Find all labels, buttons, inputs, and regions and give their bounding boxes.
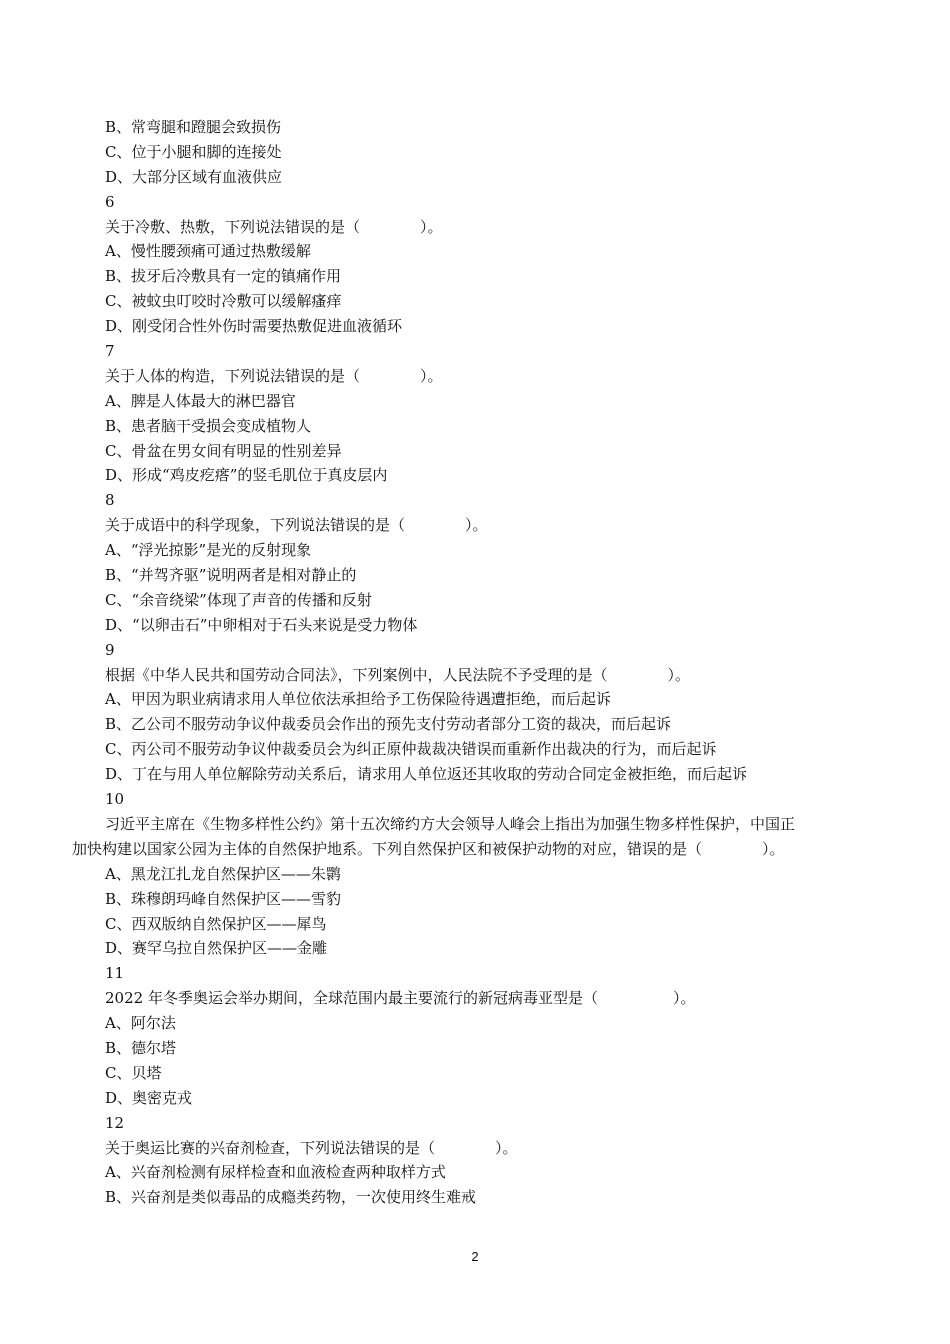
option-line: A、“浮光掠影”是光的反射现象 xyxy=(105,541,312,560)
question-number: 6 xyxy=(105,192,115,211)
option-line: A、脾是人体最大的淋巴器官 xyxy=(105,391,296,410)
option-line: D、大部分区域有血液供应 xyxy=(105,167,283,186)
option-line: D、赛罕乌拉自然保护区——金雕 xyxy=(105,939,328,958)
option-line: B、患者脑干受损会变成植物人 xyxy=(105,416,312,435)
question-stem: 关于冷敷、热敷，下列说法错误的是（ ）。 xyxy=(105,217,443,236)
option-line: D、形成“鸡皮疙瘩”的竖毛肌位于真皮层内 xyxy=(105,466,388,485)
question-stem: 习近平主席在《生物多样性公约》第十五次缔约方大会领导人峰会上指出为加强生物多样性保护，中国正 xyxy=(105,814,796,833)
question-stem: 关于奥运比赛的兴奋剂检查，下列说法错误的是（ ）。 xyxy=(105,1138,518,1157)
page-number: 2 xyxy=(471,1249,479,1264)
question-number: 12 xyxy=(105,1113,125,1132)
option-line: C、“余音绕梁”体现了声音的传播和反射 xyxy=(105,590,372,609)
option-line: B、乙公司不服劳动争议仲裁委员会作出的预先支付劳动者部分工资的裁决，而后起诉 xyxy=(105,715,672,734)
question-stem: 根据《中华人民共和国劳动合同法》，下列案例中，人民法院不予受理的是（ ）。 xyxy=(105,665,691,684)
question-number: 9 xyxy=(105,640,115,659)
option-line: A、兴奋剂检测有尿样检查和血液检查两种取样方式 xyxy=(105,1163,446,1182)
option-line: A、阿尔法 xyxy=(105,1014,176,1033)
option-line: D、丁在与用人单位解除劳动关系后，请求用人单位返还其收取的劳动合同定金被拒绝，而后起诉 xyxy=(105,765,748,784)
option-line: D、“以卵击石”中卵相对于石头来说是受力物体 xyxy=(105,615,418,634)
question-number: 8 xyxy=(105,491,115,510)
option-line: C、被蚊虫叮咬时冷敷可以缓解瘙痒 xyxy=(105,292,342,311)
question-stem: 关于成语中的科学现象，下列说法错误的是（ ）。 xyxy=(105,516,488,535)
option-line: B、“并驾齐驱”说明两者是相对静止的 xyxy=(105,566,357,585)
question-number: 11 xyxy=(105,964,125,983)
question-number: 7 xyxy=(105,342,115,361)
question-number: 10 xyxy=(105,790,125,809)
question-stem: 关于人体的构造，下列说法错误的是（ ）。 xyxy=(105,366,443,385)
option-line: B、德尔塔 xyxy=(105,1038,177,1057)
option-line: C、位于小腿和脚的连接处 xyxy=(105,142,282,161)
document-body xyxy=(0,115,950,1210)
option-line: A、慢性腰颈痛可通过热敷缓解 xyxy=(105,242,311,261)
option-line: B、兴奋剂是类似毒品的成瘾类药物，一次使用终生难戒 xyxy=(105,1188,477,1207)
option-line: C、贝塔 xyxy=(105,1063,162,1082)
option-line: C、丙公司不服劳动争议仲裁委员会为纠正原仲裁裁决错误而重新作出裁决的行为，而后起诉 xyxy=(105,740,717,759)
question-stem-continued: 加快构建以国家公园为主体的自然保护地系。下列自然保护区和被保护动物的对应，错误的是（ ）。 xyxy=(72,839,785,858)
option-line: B、珠穆朗玛峰自然保护区——雪豹 xyxy=(105,889,342,908)
option-line: C、骨盆在男女间有明显的性别差异 xyxy=(105,441,342,460)
option-line: B、拔牙后冷敷具有一定的镇痛作用 xyxy=(105,267,342,286)
question-stem: 2022 年冬季奥运会举办期间，全球范围内最主要流行的新冠病毒亚型是（ ）。 xyxy=(105,989,696,1008)
option-line: C、西双版纳自然保护区——犀鸟 xyxy=(105,914,327,933)
option-line: A、黑龙江扎龙自然保护区——朱鹮 xyxy=(105,864,341,883)
option-line: A、甲因为职业病请求用人单位依法承担给予工伤保险待遇遭拒绝，而后起诉 xyxy=(105,690,611,709)
option-line: B、常弯腿和蹬腿会致损伤 xyxy=(105,118,282,136)
option-line: D、刚受闭合性外伤时需要热敷促进血液循环 xyxy=(105,317,403,336)
option-line: D、奥密克戎 xyxy=(105,1088,193,1107)
